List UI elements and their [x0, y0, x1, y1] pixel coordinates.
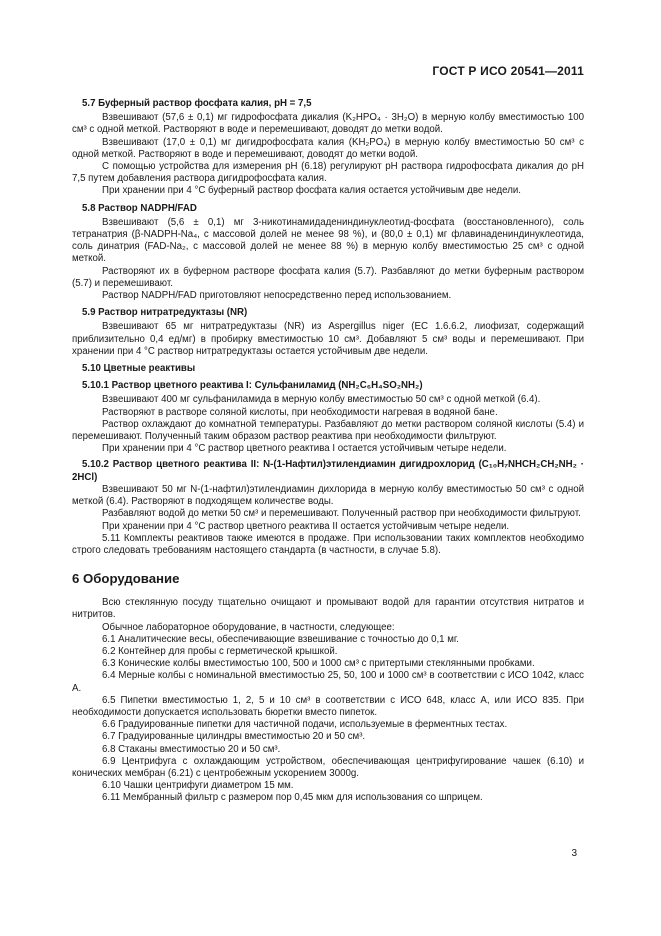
- list-item: 6.1 Аналитические весы, обеспечивающие взвешивание с точностью до 0,1 мг.: [102, 633, 459, 645]
- section-5-7-heading: 5.7 Буферный раствор фосфата калия, pH = 7,5: [82, 98, 312, 109]
- paragraph: Взвешивают (57,6 ± 0,1) мг гидрофосфата дикалия (K₂HPO₄ · 3H₂O) в мерную колбу вместимостью 100 см³ с одной меткой. Растворяют в воде и перемешивают, доводят до метки водой.: [72, 112, 584, 136]
- document-header: ГОСТ Р ИСО 20541—2011: [432, 64, 584, 78]
- list-item: 6.7 Градуированные цилиндры вместимостью 20 и 50 см³.: [102, 731, 366, 743]
- section-5-10-heading: 5.10 Цветные реактивы: [82, 363, 196, 375]
- list-item: 6.9 Центрифуга с охлаждающим устройством, обеспечивающая центрифугирование чашек (6.10) и конических мембран (6.21) с центробежным ускорением 3000g.: [72, 755, 584, 779]
- paragraph: При хранении при 4 °C раствор цветного реактива I остается устойчивым четыре недели.: [102, 443, 507, 455]
- paragraph: Раствор охлаждают до комнатной температуры. Разбавляют до метки раствором соляной кислоты (5.4) и перемешивают. Полученный таким образом раствор реактива при необходимости фильтруют.: [72, 418, 584, 443]
- list-item: 6.10 Чашки центрифуги диаметром 15 мм.: [102, 780, 294, 792]
- paragraph: Разбавляют водой до метки 50 см³ и перемешивают. Полученный раствор при необходимости фильтруют.: [102, 508, 581, 520]
- list-item: 6.4 Мерные колбы с номинальной вместимостью 25, 50, 100 и 1000 см³ в соответствии с ИСО 1042, класс А.: [72, 670, 584, 694]
- list-item: 6.3 Конические колбы вместимостью 100, 500 и 1000 см³ с притертыми стеклянными пробками.: [102, 658, 535, 670]
- document-body: [72, 94, 584, 805]
- paragraph: Растворяют в растворе соляной кислоты, при необходимости нагревая в водяной бане.: [102, 406, 498, 418]
- paragraph: Взвешивают (17,0 ± 0,1) мг дигидрофосфата калия (KH₂PO₄) в мерную колбу вместимостью 50 см³ с одной меткой. Растворяют в воде и перемешивают, доводят до метки водой.: [72, 136, 584, 160]
- paragraph: Всю стеклянную посуду тщательно очищают и промывают водой для гарантии отсутствия нитратов и нитритов.: [72, 597, 584, 621]
- list-item: 6.8 Стаканы вместимостью 20 и 50 см³.: [102, 743, 281, 755]
- section-5-10-1-heading: 5.10.1 Раствор цветного реактива I: Сульфаниламид (NH₂C₆H₄SO₂NH₂): [82, 380, 423, 392]
- paragraph: Взвешивают 50 мг N-(1-нафтил)этилендиамин дихлорида в мерную колбу вместимостью 50 см³ с одной меткой (6.4). Растворяют в подходящем количестве воды.: [72, 483, 584, 508]
- list-item: 6.5 Пипетки вместимостью 1, 2, 5 и 10 см³ в соответствии с ИСО 648, класс А, или ИСО 835. При необходимости допускается использовать бюретки вместо пипеток.: [72, 694, 584, 718]
- paragraph: Взвешивают 400 мг сульфаниламида в мерную колбу вместимостью 50 см³ с одной меткой (6.4).: [102, 394, 541, 406]
- paragraph: При хранении при 4 °C раствор цветного реактива II остается устойчивым четыре недели.: [102, 520, 510, 532]
- list-item: 6.6 Градуированные пипетки для частичной подачи, используемые в ферментных тестах.: [102, 719, 508, 731]
- page-number: 3: [571, 848, 577, 859]
- section-5-8-heading: 5.8 Раствор NADPH/FAD: [82, 202, 197, 214]
- section-6-heading: 6 Оборудование: [72, 571, 180, 587]
- section-5-9-heading: 5.9 Раствор нитратредуктазы (NR): [82, 307, 248, 319]
- paragraph: Раствор NADPH/FAD приготовляют непосредственно перед использованием.: [102, 290, 452, 302]
- paragraph: С помощью устройства для измерения pH (6.18) регулируют pH раствора гидрофосфата дикалия до pH 7,5 путем добавления раствора дигидрофосфата калия.: [72, 161, 584, 185]
- paragraph: Обычное лабораторное оборудование, в частности, следующее:: [102, 621, 395, 633]
- paragraph: Растворяют их в буферном растворе фосфата калия (5.7). Разбавляют до метки буферным раствором (5.7) и перемешивают.: [72, 265, 584, 289]
- paragraph: Взвешивают (5,6 ± 0,1) мг 3-никотинамидадениндинуклеотид-фосфата (восстановленного), соль тетранатрия (β-NADPH-Na₄, с массовой долей не менее 98 %), и (80,0 ± 0,1) мг флавинадениндинуклеотида, соль динатрия (FAD-Na₂, с массовой долей не менее 88 %) в мерную колбу вместимостью 25 см³ с одной меткой.: [72, 216, 584, 265]
- section-5-10-2-heading: 5.10.2 Раствор цветного реактива II: N-(1-Нафтил)этилендиамин дигидрохлорид (C₁₀H₇NHCH₂CH₂NH₂ · 2HCl): [72, 459, 584, 483]
- list-item: 6.11 Мембранный фильтр с размером пор 0,45 мкм для использования со шприцем.: [102, 792, 483, 804]
- list-item: 6.2 Контейнер для пробы с герметической крышкой.: [102, 645, 338, 657]
- paragraph: Взвешивают 65 мг нитратредуктазы (NR) из Aspergillus niger (EC 1.6.6.2, лиофизат, содержащий приблизительно 0,4 ед/мг) в пробирку вместимостью 10 см³. Добавляют 5 см³ воды и перемешивают. При хранении при 4 °C раствор нитратредуктазы остается устойчивым две недели.: [72, 321, 584, 357]
- paragraph: 5.11 Комплекты реактивов также имеются в продаже. При использовании таких комплектов необходимо строго следовать требованиям настоящего стандарта (в частности, в случае 5.8).: [72, 532, 584, 556]
- paragraph: При хранении при 4 °C буферный раствор фосфата калия остается устойчивым две недели.: [102, 185, 521, 197]
